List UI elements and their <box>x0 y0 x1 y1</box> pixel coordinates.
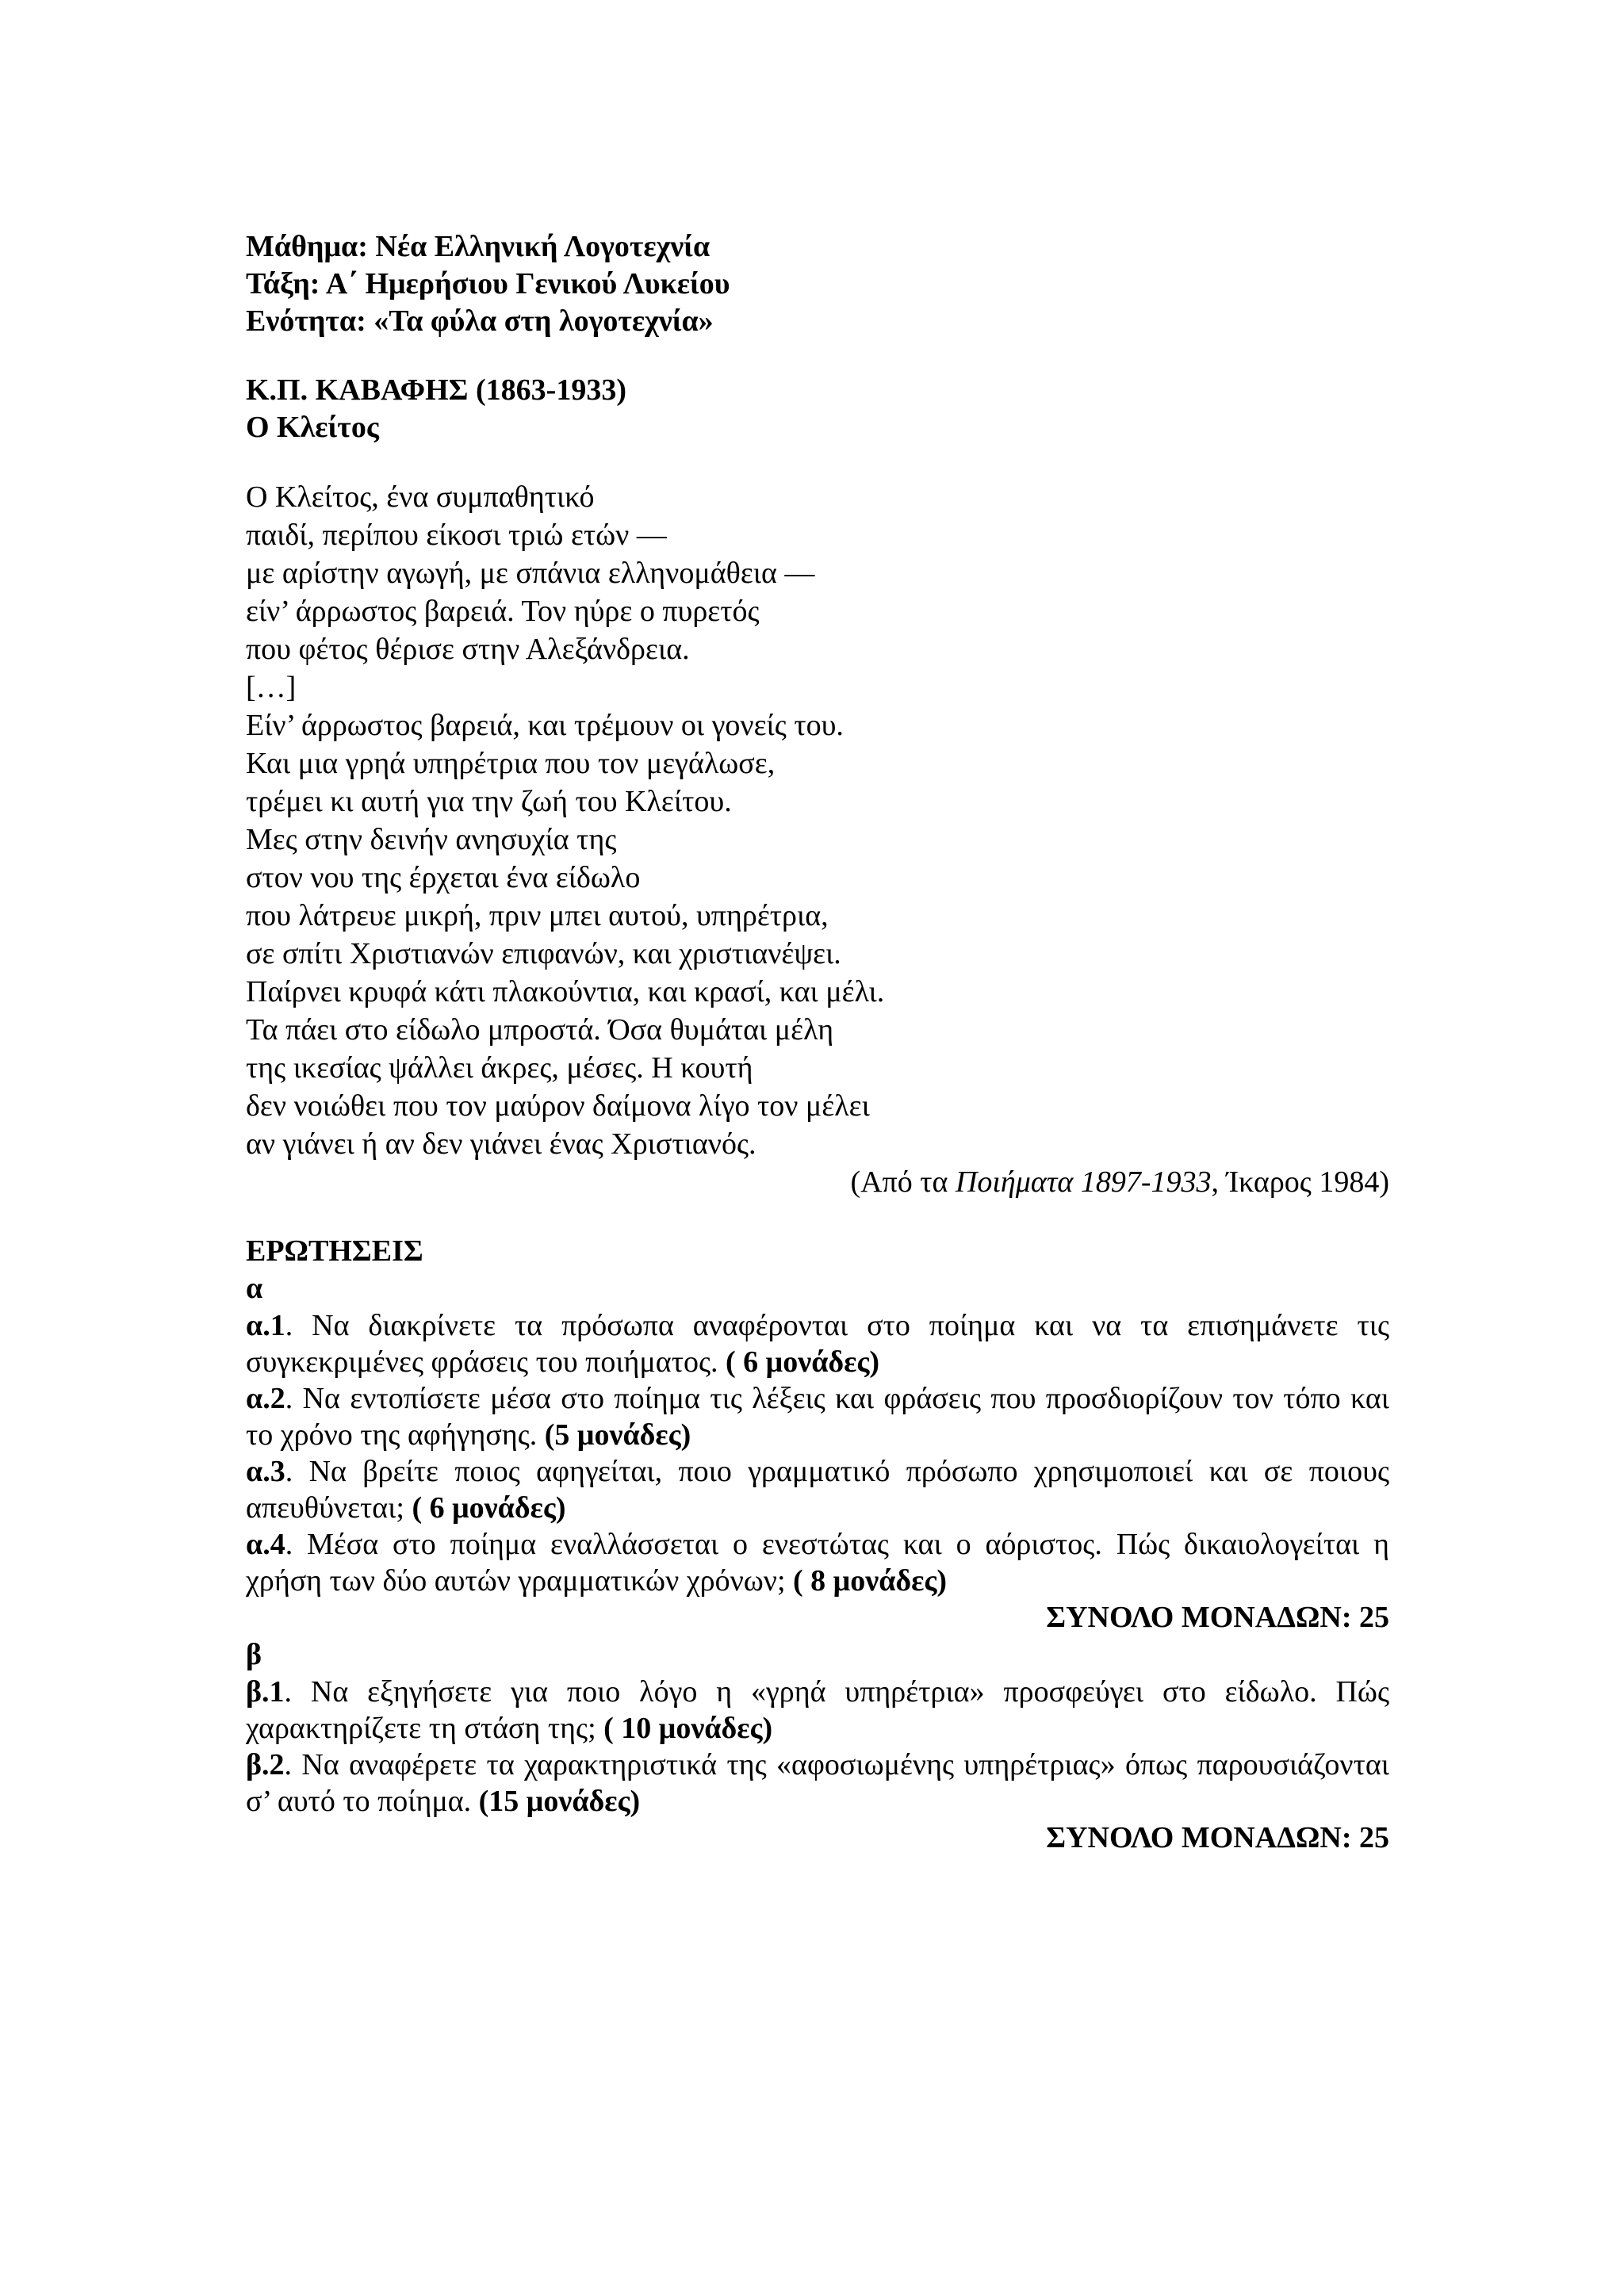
question-item <box>246 1674 1389 1747</box>
poem-omission: […] <box>246 671 297 704</box>
poem-line: Ο Κλείτος, ένα συμπαθητικό <box>246 480 595 514</box>
poem-line: παιδί, περίπου είκοσι τριώ ετών — <box>246 519 667 552</box>
poem-line: αν γιάνει ή αν δεν γιάνει ένας Χριστιανός. <box>246 1127 756 1161</box>
course-line: Μάθημα: Νέα Ελληνική Λογοτεχνία <box>246 230 710 263</box>
question-item <box>246 1526 1389 1599</box>
poem-text <box>246 478 1389 1201</box>
unit-line: Ενότητα: «Τα φύλα στη λογοτεχνία» <box>246 304 714 338</box>
question-points: ( 6 μονάδες) <box>726 1345 880 1379</box>
question-number: α.1 <box>246 1309 285 1342</box>
poem-line: τρέμει κι αυτή για την ζωή του Κλείτου. <box>246 785 732 818</box>
question-section-a <box>246 1270 1389 1636</box>
source-suffix: , Ίκαρος 1984) <box>1211 1165 1389 1199</box>
question-item <box>246 1747 1389 1820</box>
poem-line: Είν’ άρρωστος βαρειά, και τρέμουν οι γονείς του. <box>246 709 844 742</box>
question-number: β.2 <box>246 1748 285 1781</box>
poem-line: με αρίστην αγωγή, με σπάνια ελληνομάθεια — <box>246 557 815 590</box>
question-points: (15 μονάδες) <box>478 1785 641 1818</box>
question-text: . Να εξηγήσετε για ποιο λόγο η «γρηά υπηρέτρια» προσφεύγει στο είδωλο. Πώς χαρακτηρίζετε τη στάση της; <box>246 1675 1389 1745</box>
source-prefix: (Από τα <box>850 1165 956 1199</box>
poem-line: που φέτος θέρισε στην Αλεξάνδρεια. <box>246 633 690 666</box>
document-header <box>246 228 1389 340</box>
class-line: Τάξη: Α΄ Ημερήσιου Γενικού Λυκείου <box>246 267 730 300</box>
question-item <box>246 1453 1389 1526</box>
section-total: ΣΥΝΟΛΟ ΜΟΝΑΔΩΝ: 25 <box>1046 1821 1389 1854</box>
poem-source <box>246 1163 1389 1201</box>
poem-title: Ο Κλείτος <box>246 411 379 444</box>
section-letter: α <box>246 1272 263 1305</box>
poem-line: Μες στην δεινήν ανησυχία της <box>246 823 617 856</box>
question-text: . Μέσα στο ποίημα εναλλάσσεται ο ενεστώτας και ο αόριστος. Πώς δικαιολογείται η χρήση των δύο αυτών γραμματικών χρόνων; <box>246 1528 1389 1598</box>
question-number: α.3 <box>246 1455 285 1488</box>
section-total: ΣΥΝΟΛΟ ΜΟΝΑΔΩΝ: 25 <box>1046 1601 1389 1634</box>
question-points: ( 6 μονάδες) <box>412 1491 566 1525</box>
questions-heading: ΕΡΩΤΗΣΕΙΣ <box>246 1234 423 1268</box>
poem-line: είν’ άρρωστος βαρειά. Τον ηύρε ο πυρετός <box>246 595 760 628</box>
question-text: . Να αναφέρετε τα χαρακτηριστικά της «αφοσιωμένης υπηρέτριας» όπως παρουσιάζονται σ’ αυτό το ποίημα. <box>246 1748 1389 1818</box>
question-points: (5 μονάδες) <box>544 1418 691 1452</box>
poem-line: Τα πάει στο είδωλο μπροστά. Όσα θυμάται μέλη <box>246 1013 834 1047</box>
poem-line: δεν νοιώθει που τον μαύρον δαίμονα λίγο τον μέλει <box>246 1089 870 1123</box>
question-item <box>246 1307 1389 1380</box>
question-points: ( 10 μονάδες) <box>603 1712 773 1745</box>
poem-author: Κ.Π. ΚΑΒΑΦΗΣ (1863-1933) <box>246 373 626 407</box>
section-letter: β <box>246 1638 262 1671</box>
poem-line: της ικεσίας ψάλλει άκρες, μέσες. Η κουτή <box>246 1051 753 1085</box>
question-text: . Να διακρίνετε τα πρόσωπα αναφέρονται στο ποίημα και να τα επισημάνετε τις συγκεκριμένες φράσεις του ποιήματος. <box>246 1309 1389 1379</box>
question-item <box>246 1380 1389 1453</box>
document-page <box>246 228 1389 1857</box>
question-section-b <box>246 1636 1389 1857</box>
question-text: . Να βρείτε ποιος αφηγείται, ποιο γραμματικό πρόσωπο χρησιμοποιεί και σε ποιους απευθύνεται; <box>246 1455 1389 1525</box>
question-text: . Να εντοπίσετε μέσα στο ποίημα τις λέξεις και φράσεις που προσδιορίζουν τον τόπο και το χρόνο της αφήγησης. <box>246 1382 1389 1452</box>
poem-line: Και μια γρηά υπηρέτρια που τον μεγάλωσε, <box>246 747 776 780</box>
poem-line: στον νου της έρχεται ένα είδωλο <box>246 861 641 894</box>
question-number: β.1 <box>246 1675 285 1709</box>
poem-line: που λάτρευε μικρή, πριν μπει αυτού, υπηρέτρια, <box>246 899 829 932</box>
question-number: α.2 <box>246 1382 285 1415</box>
poem-line: Παίρνει κρυφά κάτι πλακούντια, και κρασί, και μέλι. <box>246 975 885 1008</box>
poem-line: σε σπίτι Χριστιανών επιφανών, και χριστιανέψει. <box>246 937 841 970</box>
question-number: α.4 <box>246 1528 285 1561</box>
question-points: ( 8 μονάδες) <box>793 1564 948 1598</box>
source-book-title: Ποιήματα 1897-1933 <box>955 1165 1212 1199</box>
